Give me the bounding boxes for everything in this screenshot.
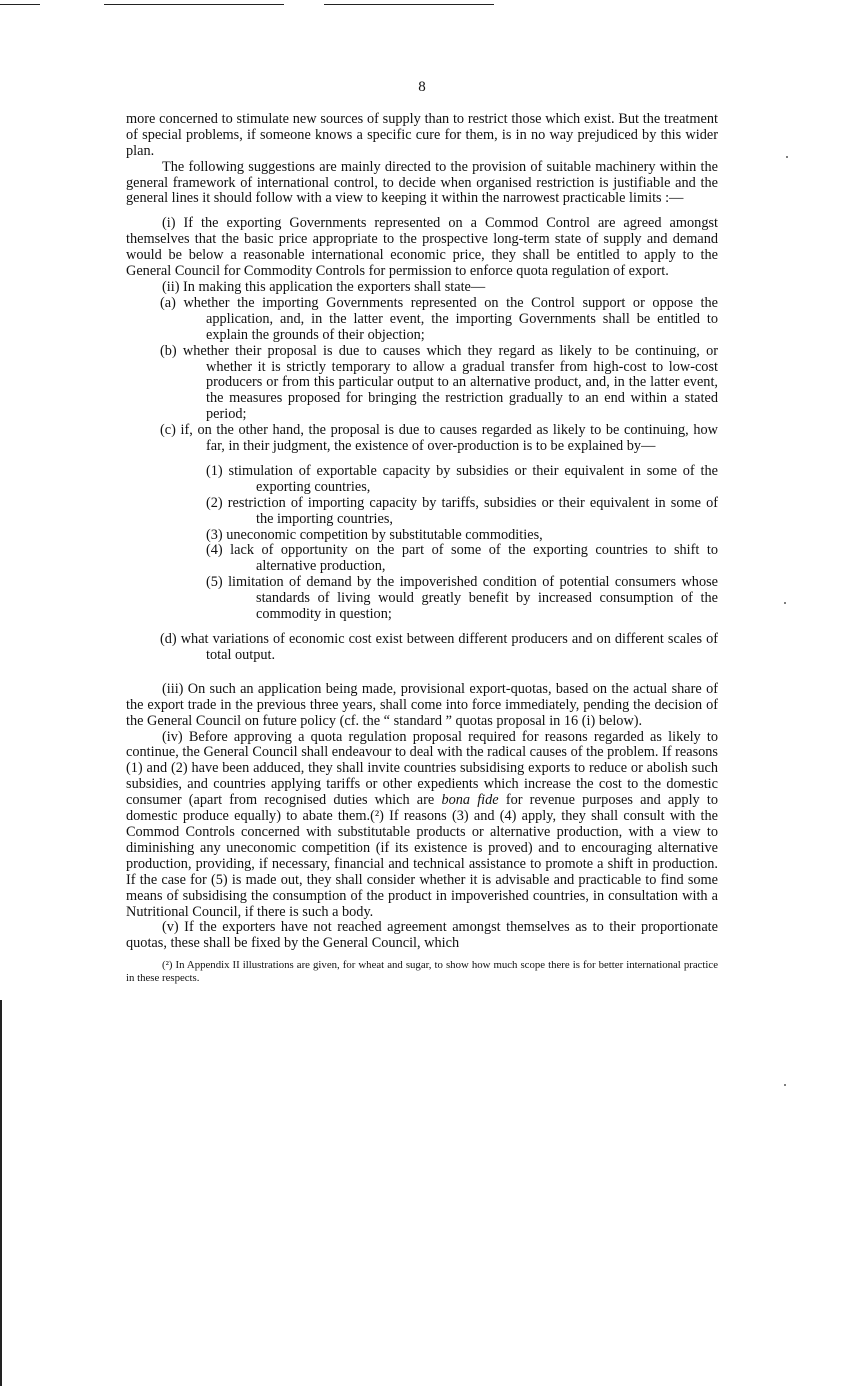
clause-v: (v) If the exporters have not reached agreement amongst themselves as to their proportionate quotas, these shall be fixed by the General Council, which xyxy=(126,919,718,952)
clause-iii: (iii) On such an application being made, provisional export-quotas, based on the actual share of the export trade in the previous three years, shall come into force immediately, pending the decision of the General Council on future policy (cf. the “ standard ” quotas proposal in 16 (i) below). xyxy=(126,680,718,729)
clause-ii-c-5: (5) limitation of demand by the impoverished condition of potential consumers whose standards of living would greatly benefit by increased consumption of the commodity in question; xyxy=(206,574,718,623)
clause-ii-c: (c) if, on the other hand, the proposal is due to causes regarded as likely to be continuing, how far, in their judgment, the existence of over-production is to be explained by— xyxy=(160,422,718,455)
scan-top-rule-mid xyxy=(104,4,284,5)
scan-speck xyxy=(786,156,788,158)
clause-iv-text-b: for revenue purposes and apply to domestic produce equally) to abate them.(²) If reasons (3) and (4) apply, they shall consult with the Commod Controls concerned with substitutable products or alternative production, with a view to diminishing any uneconomic competition (if its existence is proved) and to encouraging alternative production, providing, if necessary, financial and technical assistance to promote a shift in production. If the case for (5) is made out, they shall consider whether it is advisable and practicable to find some means of subsidising the consumption of the product in impoverished countries, in consultation with a Nutritional Council, if there is such a body. xyxy=(126,792,718,920)
clause-i: (i) If the exporting Governments represented on a Commod Control are agreed amongst themselves that the basic price appropriate to the prospective long-term state of supply and demand would be below a reasonable international economic price, they shall be entitled to apply to the General Council for Commodity Controls for permission to enforce quota regulation of export. xyxy=(126,215,718,280)
document-page xyxy=(126,80,718,985)
scan-speck xyxy=(784,602,786,604)
paragraph-suggestions-intro: The following suggestions are mainly directed to the provision of suitable machinery within the general framework of international control, to decide when organised restriction is justifiable and the general lines it should follow with a view to keeping it within the narrowest practicable limits :— xyxy=(126,158,718,207)
clause-ii-c-1: (1) stimulation of exportable capacity by subsidies or their equivalent in some of the exporting countries, xyxy=(206,462,718,495)
clause-ii-c-list xyxy=(126,464,718,623)
scan-top-rule-left xyxy=(0,4,40,5)
clause-ii-c-3: (3) uneconomic competition by substitutable commodities, xyxy=(206,526,543,543)
clause-iv-italic-term: bona fide xyxy=(441,792,499,809)
clause-ii-d: (d) what variations of economic cost exist between different producers and on different scales of total output. xyxy=(160,631,718,663)
scan-speck xyxy=(784,1084,786,1086)
clause-ii-a: (a) whether the importing Governments represented on the Control support or oppose the application, and, in the latter event, the importing Governments shall be entitled to explain the grounds of their objection; xyxy=(160,294,718,343)
clause-iv xyxy=(126,730,718,921)
clause-ii-b: (b) whether their proposal is due to causes which they regard as likely to be continuing, or whether it is strictly temporary to allow a gradual transfer from high-cost to low-cost producers or from this particular output to an alternative product, and, in the latter event, the measures proposed for bringing the restriction gradually to an end within a stated period; xyxy=(160,342,718,423)
clause-iv-text-a: (iv) Before approving a quota regulation proposal required for reasons regarded as likely to continue, the General Council shall endeavour to deal with the radical causes of the problem. If reasons (1) and (2) have been adduced, they shall invite countries subsidising exports to reduce or abolish such subsidies, and countries applying tariffs or other expedients which increase the cost to the domestic consumer (apart from recognised duties which are xyxy=(126,728,718,809)
clause-ii: (ii) In making this application the exporters shall state— xyxy=(162,278,486,295)
paragraph-continuation: more concerned to stimulate new sources of supply than to restrict those which exist. But the treatment of special problems, if someone knows a specific cure for them, is in no way prejudiced by this wider plan. xyxy=(126,110,718,159)
footnote: (²) In Appendix II illustrations are given, for wheat and sugar, to show how much scope there is for better international practice in these respects. xyxy=(126,959,718,985)
page-number: 8 xyxy=(418,79,426,95)
scan-left-edge xyxy=(0,1000,2,1386)
scan-top-rule-right xyxy=(324,4,494,5)
clause-ii-c-2: (2) restriction of importing capacity by tariffs, subsidies or their equivalent in some of the importing countries, xyxy=(206,494,718,527)
clause-ii-c-4: (4) lack of opportunity on the part of some of the exporting countries to shift to alternative production, xyxy=(206,542,718,575)
